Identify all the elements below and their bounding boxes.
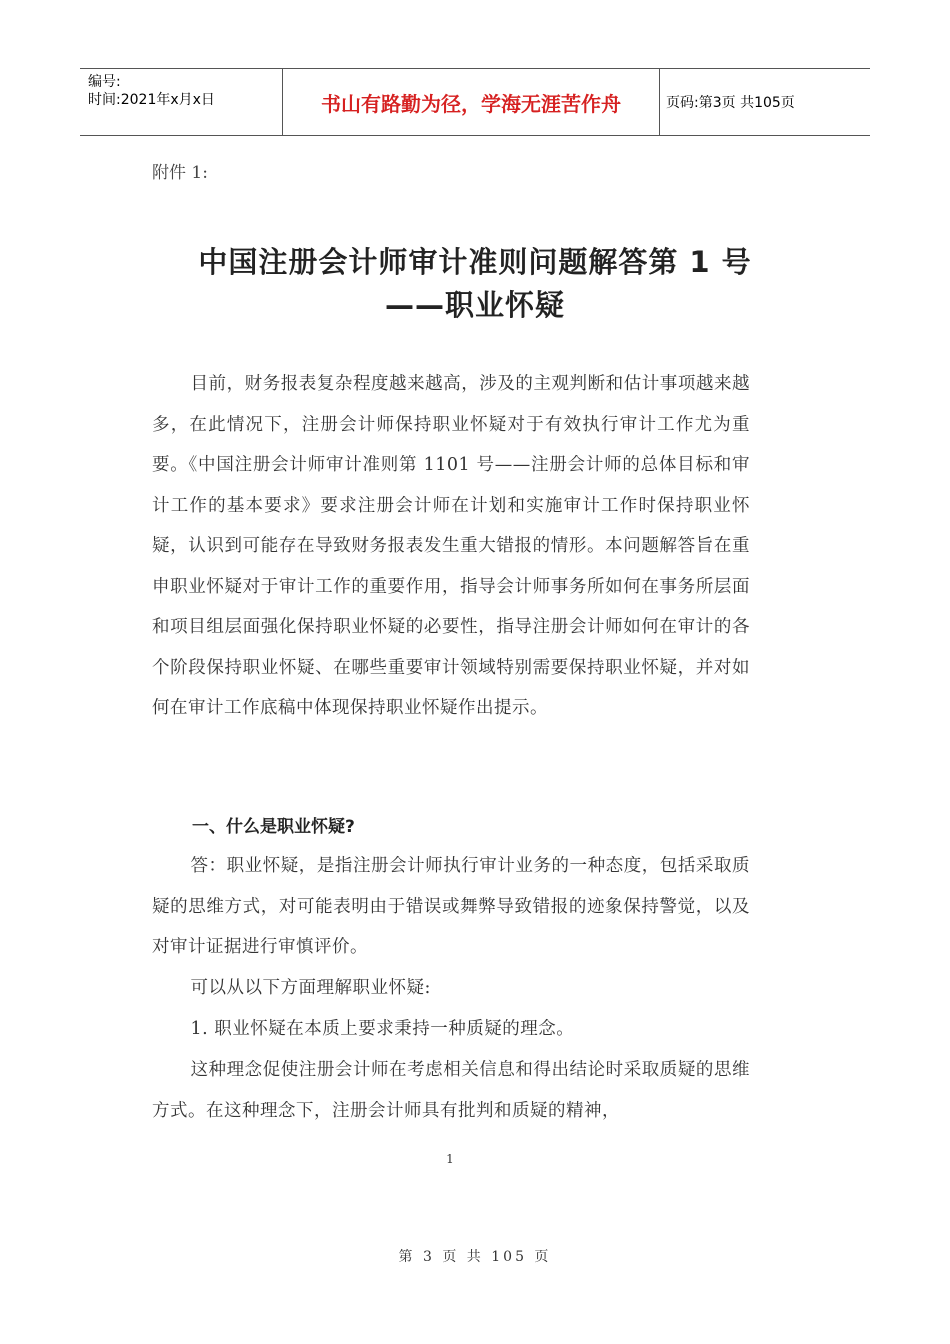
understand-paragraph: 可以从以下方面理解职业怀疑: <box>190 978 431 998</box>
answer-paragraph: 答：职业怀疑，是指注册会计师执行审计业务的一种态度，包括采取质疑的思维方式，对可能表明由于错误或舞弊导致错报的迹象保持警觉，以及对审计证据进行审慎评价。 <box>152 856 750 957</box>
attachment-label: 附件 1: <box>152 163 208 183</box>
header-page-info: 页码:第3页 共105页 <box>666 95 795 111</box>
document-title: 中国注册会计师审计准则问题解答第 1 号 <box>198 245 752 279</box>
header-meta-cell <box>80 69 282 135</box>
section-heading: 一、什么是职业怀疑? <box>192 817 355 837</box>
document-number-label: 编号: <box>88 74 121 90</box>
intro-paragraph: 目前，财务报表复杂程度越来越高，涉及的主观判断和估计事项越来越多，在此情况下，注册会计师保持职业怀疑对于有效执行审计工作尤为重要。《中国注册会计师审计准则第 1101 号——注册会计师的总体目标和审计工作的基本要求》要求注册会计师在计划和实施审计工作时保持职业怀疑，认识到可能存在导致财务报表发生重大错报的情形。本问题解答旨在重申职业怀疑对于审计工作的重要作用，指导会计师事务所如何在事务所层面和项目组层面强化保持职业怀疑的必要性，指导注册会计师如何在审计的各个阶段保持职业怀疑、在哪些重要审计领域特别需要保持职业怀疑，并对如何在审计工作底稿中体现保持职业怀疑作出提示。 <box>152 374 750 718</box>
document-time-label: 时间:2021年x月x日 <box>88 92 215 108</box>
header-motto: 书山有路勤为径，学海无涯苦作舟 <box>282 69 660 135</box>
item1-detail-paragraph: 这种理念促使注册会计师在考虑相关信息和得出结论时采取质疑的思维方式。在这种理念下，注册会计师具有批判和质疑的精神， <box>152 1060 750 1121</box>
inner-page-number: 1 <box>446 1152 454 1166</box>
page-header <box>80 68 870 136</box>
document-subtitle: ——职业怀疑 <box>384 288 565 322</box>
page-footer: 第 3 页 共 105 页 <box>398 1249 552 1265</box>
list-item-1: 1. 职业怀疑在本质上要求秉持一种质疑的理念。 <box>190 1019 575 1039</box>
